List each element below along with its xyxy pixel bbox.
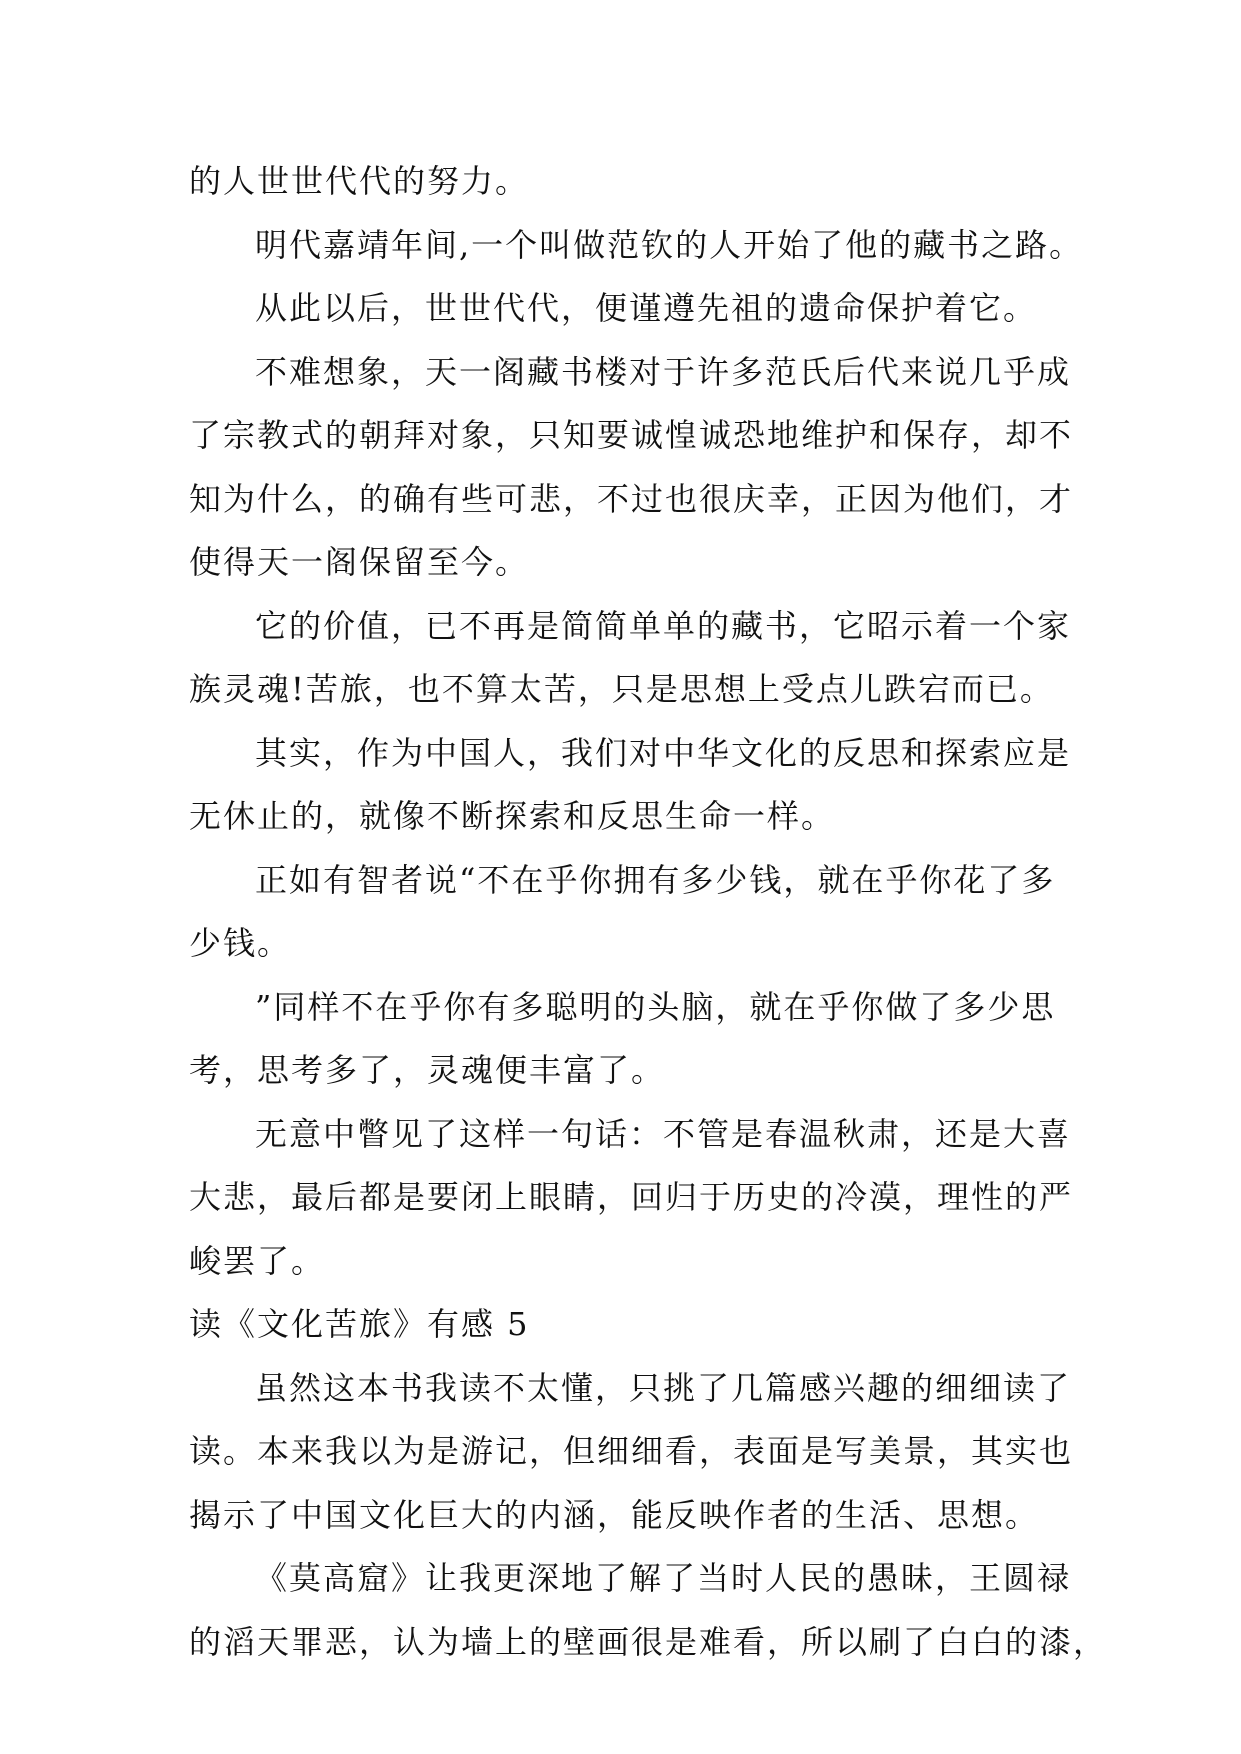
text-line: 《莫高窟》让我更深地了解了当时人民的愚昧，王圆禄 [255,1559,1072,1597]
section-heading: 读《文化苦旅》有感 5 [189,1305,530,1343]
text-line: 使得天一阁保留至今。 [189,543,530,581]
text-line: 揭示了中国文化巨大的内涵，能反映作者的生活、思想。 [189,1495,1040,1534]
text-line: 少钱。 [189,924,292,962]
text-line: 的滔天罪恶，认为墙上的壁画很是难看，所以刷了白白的漆， [189,1622,1108,1661]
text-line: 从此以后，世世代代，便谨遵先祖的遗命保护着它。 [255,289,1038,327]
text-line: 的人世世代代的努力。 [189,162,530,200]
text-line: ”同样不在乎你有多聪明的头脑，就在乎你做了多少思 [255,987,1056,1026]
text-line: 无意中瞥见了这样一句话：不管是春温秋肃，还是大喜 [255,1114,1072,1153]
text-line: 不难想象，天一阁藏书楼对于许多范氏后代来说几乎成 [255,352,1072,391]
text-line: 了宗教式的朝拜对象，只知要诚惶诚恐地维护和保存，却不 [189,416,1074,454]
text-line: 无休止的，就像不断探索和反思生命一样。 [189,797,836,835]
text-line: 虽然这本书我读不太懂，只挑了几篇感兴趣的细细读了 [255,1368,1072,1407]
text-line: 正如有智者说“不在乎你拥有多少钱，就在乎你花了多 [255,860,1056,899]
text-line: 知为什么，的确有些可悲，不过也很庆幸，正因为他们，才 [189,479,1074,518]
text-line: 其实，作为中国人，我们对中华文化的反思和探索应是 [255,733,1072,772]
text-line: 大悲，最后都是要闭上眼睛，回归于历史的冷漠，理性的严 [189,1178,1074,1216]
text-line: 它的价值，已不再是简简单单的藏书，它昭示着一个家 [255,606,1072,645]
text-line: 明代嘉靖年间,一个叫做范钦的人开始了他的藏书之路。 [255,225,1084,264]
text-line: 读。本来我以为是游记，但细细看，表面是写美景，其实也 [189,1432,1074,1470]
text-line: 考，思考多了，灵魂便丰富了。 [189,1051,666,1089]
document-body [189,150,1108,1674]
text-line: 族灵魂!苦旅，也不算太苦，只是思想上受点儿跌宕而已。 [189,670,1054,708]
text-line: 峻罢了。 [189,1241,326,1280]
